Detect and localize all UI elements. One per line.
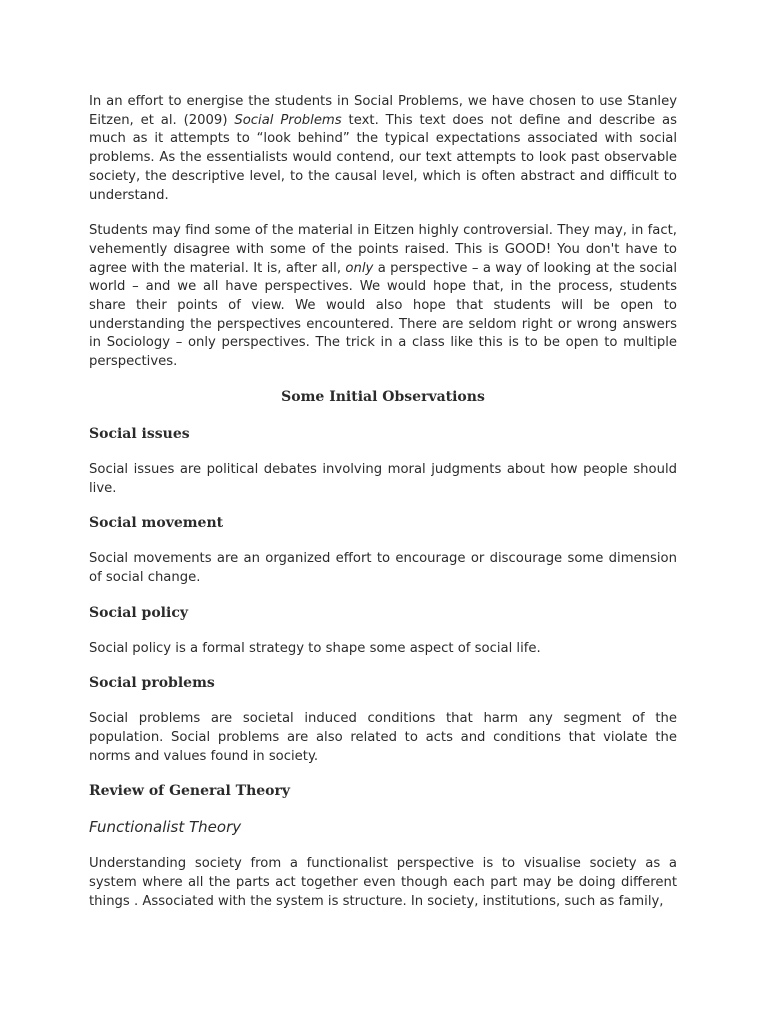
definition-social-issues: Social issues are political debates involving moral judgments about how people should live. [89,461,677,496]
emphasis-only: only [345,260,374,276]
students-text-part2: a perspective – a way of looking at the social world – and we all have perspectives. We would hope that, in the process, students share their points of view. We would also hope that students will be open to understanding the perspectives encountered. There are seldom right or wrong answers in Sociology – only perspectives. The trick in a class like this is to be open to multiple perspectives. [89,260,677,370]
intro-text-part1: In an effort to energise the students in Social Problems, we have chosen to use Stanley Eitzen, et al. (2009) [89,94,677,128]
term-social-policy: Social policy [89,604,188,621]
students-text-part1: Students may find some of the material in Eitzen highly controversial. They may, in fact, vehemently disagree with some of the points raised. This is GOOD! You don't have to agree with the material. It is, after all, [89,223,677,276]
definition-social-problems: Social problems are societal induced conditions that harm any segment of the population. Social problems are also related to acts and conditions that violate the norms and values found in society. [89,711,677,764]
functionalist-paragraph: Understanding society from a functionalist perspective is to visualise society as a system where all the parts act together even though each part may be doing different things . Associated with the system is structure. In society, institutions, such as family, [89,856,677,909]
document-page [89,93,677,928]
definition-social-movement: Social movements are an organized effort to encourage or discourage some dimension of social change. [89,551,677,585]
intro-text-part2: text. This text does not define and describe as much as it attempts to “look behind” the typical expectations associated with social problems. As the essentialists would contend, our text attempts to look past observable society, the descriptive level, to the causal level, which is often abstract and difficult to understand. [89,112,677,203]
functionalist-heading: Functionalist Theory [89,818,242,837]
students-paragraph [89,222,677,372]
term-social-movement: Social movement [89,515,224,532]
book-title: Social Problems [234,112,342,128]
intro-paragraph [89,93,677,205]
observations-heading: Some Initial Observations [281,388,485,405]
term-social-issues: Social issues [89,425,190,442]
definition-social-policy: Social policy is a formal strategy to shape some aspect of social life. [89,640,541,656]
term-social-problems: Social problems [89,675,215,692]
review-heading: Review of General Theory [89,783,291,800]
